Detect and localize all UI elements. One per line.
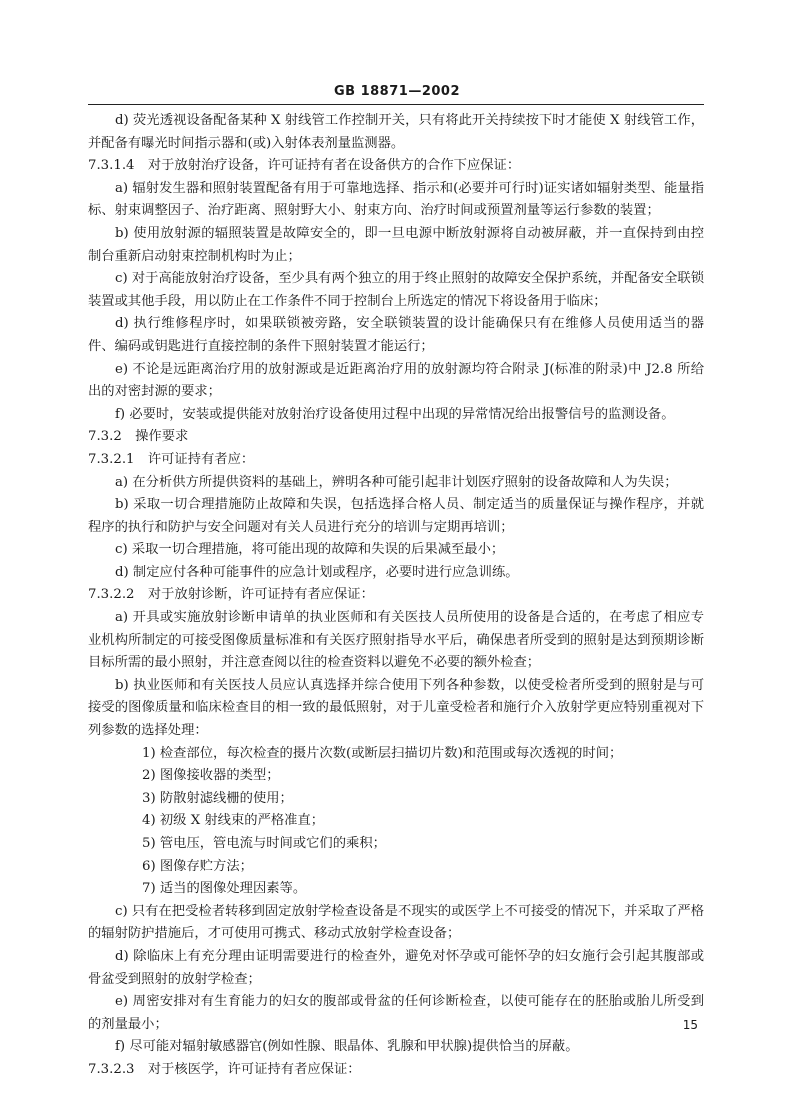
paragraph: d) 荧光透视设备配备某种 X 射线管工作控制开关，只有将此开关持续按下时才能使 X 射线管工作，并配备有曝光时间指示器和(或)入射体表剂量监测器。	[88, 113, 704, 151]
paragraph: c) 对于高能放射治疗设备，至少具有两个独立的用于终止照射的故障安全保护系统，并配备安全联锁装置或其他手段，用以防止在工作条件不同于控制台上所选定的情况下将设备用于临床；	[88, 271, 704, 309]
paragraph: b) 采取一切合理措施防止故障和失误，包括选择合格人员、制定适当的质量保证与操作程序，并就程序的执行和防护与安全问题对有关人员进行充分的培训与定期再培训；	[88, 497, 704, 535]
list-item: 5) 管电压，管电流与时间或它们的乘积；	[142, 836, 386, 851]
standard-code-header: GB 18871—2002	[333, 84, 460, 99]
list-item: 2) 图像接收器的类型；	[142, 768, 280, 784]
paragraph: f) 必要时，安装或提供能对放射治疗设备使用过程中出现的异常情况给出报警信号的监测设备。	[115, 406, 675, 422]
paragraph: d) 除临床上有充分理由证明需要进行的检查外，避免对怀孕或可能怀孕的妇女施行会引起其腹部或骨盆受到照射的放射学检查；	[88, 948, 704, 987]
list-item: 3) 防散射滤线栅的使用；	[142, 790, 293, 806]
paragraph: e) 周密安排对有生育能力的妇女的腹部或骨盆的任何诊断检查，以使可能存在的胚胎或胎儿所受到的剂量最小；	[88, 994, 704, 1032]
paragraph: b) 使用放射源的辐照装置是故障安全的，即一旦电源中断放射源将自动被屏蔽，并一直保持到由控制台重新启动射束控制机构时为止；	[88, 225, 704, 264]
document-body	[88, 110, 704, 1082]
paragraph: d) 执行维修程序时，如果联锁被旁路，安全联锁装置的设计能确保只有在维修人员使用适当的器件、编码或钥匙进行直接控制的条件下照射装置才能运行；	[88, 316, 704, 354]
paragraph: a) 开具或实施放射诊断申请单的执业医师和有关医技人员所使用的设备是合适的，在考虑了相应专业机构所制定的可接受图像质量标准和有关医疗照射指导水平后，确保患者所受到的照射是达到预期诊断目标所需的最小照射，并注意查阅以往的检查资料以避免不必要的额外检查；	[88, 610, 704, 671]
paragraph: c) 只有在把受检者转移到固定放射学检查设备是不现实的或医学上不可接受的情况下，并采取了严格的辐射防护措施后，才可使用可携式、移动式放射学检查设备；	[88, 903, 704, 942]
section-heading: 7.3.2.3 对于核医学，许可证持有者应保证：	[88, 1061, 361, 1077]
page-number: 15	[682, 1018, 698, 1032]
paragraph: d) 制定应付各种可能事件的应急计划或程序，必要时进行应急训练。	[115, 564, 519, 580]
list-item: 1) 检查部位，每次检查的摄片次数(或断层扫描切片数)和范围或每次透视的时间；	[142, 745, 623, 761]
section-heading: 7.3.2.2 对于放射诊断，许可证持有者应保证：	[88, 587, 374, 603]
list-item: 4) 初级 X 射线束的严格准直；	[142, 813, 325, 829]
header-rule	[88, 104, 704, 105]
section-heading: 7.3.2.1 许可证持有者应：	[88, 451, 255, 467]
paragraph: f) 尽可能对辐射敏感器官(例如性腺、眼晶体、乳腺和甲状腺)提供恰当的屏蔽。	[115, 1039, 579, 1055]
paragraph: a) 在分析供方所提供资料的基础上，辨明各种可能引起非计划医疗照射的设备故障和人为失误；	[115, 474, 678, 490]
list-item: 6) 图像存贮方法；	[142, 858, 253, 874]
paragraph: a) 辐射发生器和照射装置配备有用于可靠地选择、指示和(必要并可行时)证实诸如辐射类型、能量指标、射束调整因子、治疗距离、照射野大小、射束方向、治疗时间或预置剂量等运行参数的装置；	[88, 180, 704, 219]
section-heading: 7.3.2 操作要求	[88, 429, 189, 445]
paragraph: c) 采取一切合理措施，将可能出现的故障和失误的后果减至最小；	[115, 542, 505, 558]
paragraph: b) 执业医师和有关医技人员应认真选择并综合使用下列各种参数，以使受检者所受到的照射是与可接受的图像质量和临床检查目的相一致的最低照射，对于儿童受检者和施行介入放射学更应特别重视对下列参数的选择处理：	[88, 677, 704, 739]
section-heading: 7.3.1.4 对于放射治疗设备，许可证持有者在设备供方的合作下应保证：	[88, 158, 521, 174]
paragraph: e) 不论是远距离治疗用的放射源或是近距离治疗用的放射源均符合附录 J(标准的附录)中 J2.8 所给出的对密封源的要求；	[88, 361, 704, 400]
list-item: 7) 适当的图像处理因素等。	[142, 881, 307, 897]
